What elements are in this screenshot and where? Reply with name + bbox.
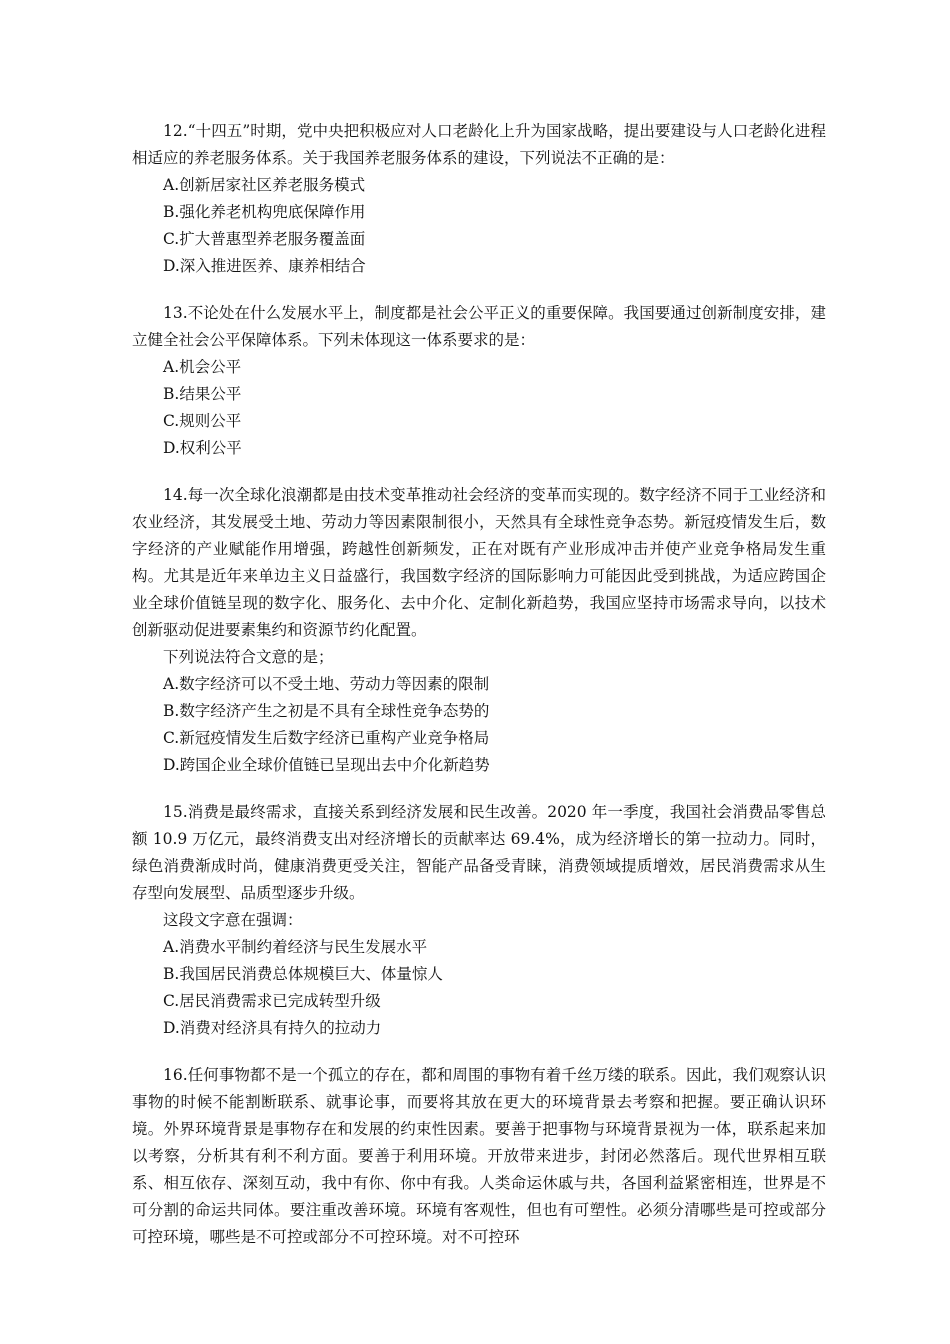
- question-14: [132, 482, 826, 779]
- option-b: B.数字经济产生之初是不具有全球性竞争态势的: [163, 702, 490, 720]
- option-c: C.扩大普惠型养老服务覆盖面: [163, 230, 366, 248]
- question-stem: 14.每一次全球化浪潮都是由技术变革推动社会经济的变革而实现的。数字经济不同于工业经济和农业经济，其发展受土地、劳动力等因素限制很小，天然具有全球性竞争态势。新冠疫情发生后，数字经济的产业赋能作用增强，跨越性创新频发，正在对既有产业形成冲击并使产业竞争格局发生重构。尤其是近年来单边主义日益盛行，我国数字经济的国际影响力可能因此受到挑战，为适应跨国企业全球价值链呈现的数字化、服务化、去中介化、定制化新趋势，我国应坚持市场需求导向，以技术创新驱动促进要素集约和资源节约化配置。: [132, 486, 826, 639]
- option-a: A.机会公平: [163, 358, 242, 376]
- question-prompt: 这段文字意在强调：: [163, 911, 303, 929]
- option-d: D.消费对经济具有持久的拉动力: [163, 1019, 382, 1037]
- option-d: D.深入推进医养、康养相结合: [163, 257, 366, 275]
- document-page: [132, 118, 826, 1271]
- option-d: D.权利公平: [163, 439, 242, 457]
- option-a: A.消费水平制约着经济与民生发展水平: [163, 938, 428, 956]
- option-a: A.创新居家社区养老服务模式: [163, 176, 366, 194]
- option-c: C.居民消费需求已完成转型升级: [163, 992, 381, 1010]
- question-stem: 15.消费是最终需求，直接关系到经济发展和民生改善。2020 年一季度，我国社会消费品零售总额 10.9 万亿元，最终消费支出对经济增长的贡献率达 69.4%，成为经济增长的第一拉动力。同时，绿色消费渐成时尚，健康消费更受关注，智能产品备受青睐，消费领域提质增效，居民消费需求从生存型向发展型、品质型逐步升级。: [132, 803, 826, 902]
- option-list: [132, 934, 826, 1042]
- option-b: B.结果公平: [163, 385, 242, 403]
- question-stem: 12.“十四五”时期，党中央把积极应对人口老龄化上升为国家战略，提出要建设与人口老龄化进程相适应的养老服务体系。关于我国养老服务体系的建设，下列说法不正确的是：: [132, 122, 826, 167]
- option-list: [132, 354, 826, 462]
- question-stem: 16.任何事物都不是一个孤立的存在，都和周围的事物有着千丝万缕的联系。因此，我们观察认识事物的时候不能割断联系、就事论事，而要将其放在更大的环境背景去考察和把握。要正确认识环境。外界环境背景是事物存在和发展的约束性因素。要善于把事物与环境背景视为一体，联系起来加以考察，分析其有利不利方面。要善于利用环境。开放带来进步，封闭必然落后。现代世界相互联系、相互依存、深刻互动，我中有你、你中有我。人类命运休戚与共，各国利益紧密相连，世界是不可分割的命运共同体。要注重改善环境。环境有客观性，但也有可塑性。必须分清哪些是可控或部分可控环境，哪些是不可控或部分不可控环境。对不可控环: [132, 1066, 826, 1246]
- question-12: [132, 118, 826, 280]
- question-prompt: 下列说法符合文意的是；: [163, 648, 334, 666]
- option-b: B.我国居民消费总体规模巨大、体量惊人: [163, 965, 443, 983]
- option-list: [132, 172, 826, 280]
- option-list: [132, 671, 826, 779]
- option-c: C.规则公平: [163, 412, 242, 430]
- option-d: D.跨国企业全球价值链已呈现出去中介化新趋势: [163, 756, 490, 774]
- option-a: A.数字经济可以不受土地、劳动力等因素的限制: [163, 675, 490, 693]
- option-c: C.新冠疫情发生后数字经济已重构产业竞争格局: [163, 729, 490, 747]
- question-13: [132, 300, 826, 462]
- question-15: [132, 799, 826, 1042]
- option-b: B.强化养老机构兜底保障作用: [163, 203, 366, 221]
- question-stem: 13.不论处在什么发展水平上，制度都是社会公平正义的重要保障。我国要通过创新制度安排，建立健全社会公平保障体系。下列未体现这一体系要求的是：: [132, 304, 826, 349]
- question-16: [132, 1062, 826, 1251]
